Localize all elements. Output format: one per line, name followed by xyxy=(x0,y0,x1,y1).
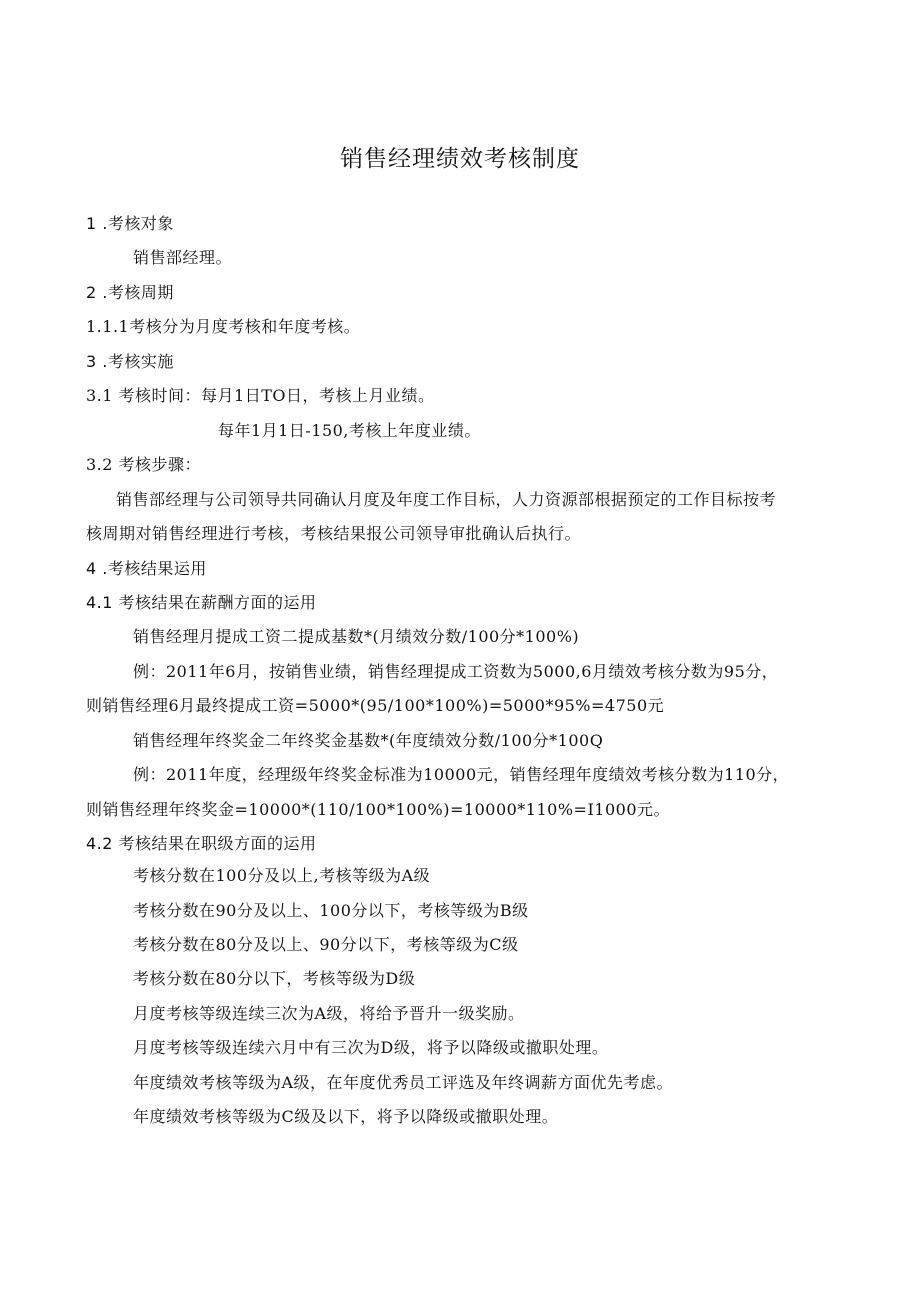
section-2-heading: 2 .考核周期 xyxy=(86,283,174,302)
formula-annual-bonus: 销售经理年终奖金二年终奖金基数*(年度绩效分数/100分*100Q xyxy=(133,731,604,750)
section-1-body: 销售部经理。 xyxy=(133,248,233,267)
section-3-1-continuation: 每年1月1日-150,考核上年度业绩。 xyxy=(218,421,481,440)
section-4-1-heading: 4.1 考核结果在薪酬方面的运用 xyxy=(86,593,317,612)
rule-annual-c-demotion: 年度绩效考核等级为C级及以下，将予以降级或撤职处理。 xyxy=(133,1107,559,1126)
section-4-heading: 4 .考核结果运用 xyxy=(86,559,207,578)
section-2-body: 1.1.1考核分为月度考核和年度考核。 xyxy=(86,317,361,336)
example-annual-line-2: 则销售经理年终奖金=10000*(110/100*100%)=10000*110%=I1000元。 xyxy=(86,800,670,819)
section-3-2-paragraph-line-1: 销售部经理与公司领导共同确认月度及年度工作目标，人力资源部根据预定的工作目标按考 xyxy=(116,490,777,509)
rule-demotion-monthly: 月度考核等级连续六月中有三次为D级，将予以降级或撤职处理。 xyxy=(133,1038,609,1057)
grade-rule-d: 考核分数在80分以下，考核等级为D级 xyxy=(133,969,416,988)
rule-annual-a-priority: 年度绩效考核等级为A级，在年度优秀员工评选及年终调薪方面优先考虑。 xyxy=(133,1073,674,1092)
section-1-heading: 1 .考核对象 xyxy=(86,214,174,233)
section-3-heading: 3 .考核实施 xyxy=(86,352,174,371)
grade-rule-b: 考核分数在90分及以上、100分以下，考核等级为B级 xyxy=(133,901,529,920)
section-3-2-line: 3.2 考核步骤： xyxy=(86,455,202,474)
document-title: 销售经理绩效考核制度 xyxy=(340,146,580,172)
example-monthly-line-2: 则销售经理6月最终提成工资=5000*(95/100*100%)=5000*95%=4750元 xyxy=(86,696,665,715)
grade-rule-a: 考核分数在100分及以上,考核等级为A级 xyxy=(133,866,431,885)
example-annual-line-1: 例：2011年度，经理级年终奖金标准为10000元，销售经理年度绩效考核分数为110分， xyxy=(133,765,790,784)
rule-promotion: 月度考核等级连续三次为A级，将给予晋升一级奖励。 xyxy=(133,1004,525,1023)
section-3-2-paragraph-line-2: 核周期对销售经理进行考核，考核结果报公司领导审批确认后执行。 xyxy=(86,524,582,543)
formula-monthly-commission: 销售经理月提成工资二提成基数*(月绩效分数/100分*100%) xyxy=(133,627,580,646)
section-3-1-line: 3.1 考核时间：每月1日TO日，考核上月业绩。 xyxy=(86,386,435,405)
grade-rule-c: 考核分数在80分及以上、90分以下，考核等级为C级 xyxy=(133,935,519,954)
section-4-2-heading: 4.2 考核结果在职级方面的运用 xyxy=(86,834,317,853)
example-monthly-line-1: 例：2011年6月，按销售业绩，销售经理提成工资数为5000,6月绩效考核分数为95分， xyxy=(133,662,779,681)
